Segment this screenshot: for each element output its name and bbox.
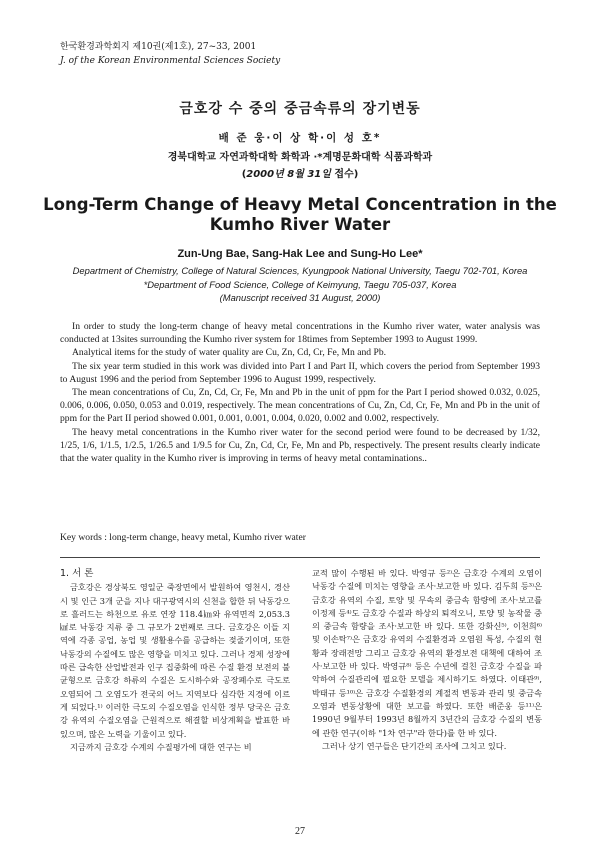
- abstract-paragraph: In order to study the long-term change of heavy metal concentrations in the Kumho river water, water analysis was conducted at 13sites surrounding the Kumho river system for 18times from September 1993 to August 1999.: [60, 321, 540, 346]
- body-paragraph: 금호강은 경상북도 영일군 죽장면에서 발원하여 영천시, 경산시 및 인근 3개 군을 지나 대구광역시의 신천을 합한 뒤 낙동강으로 흘러드는 하천으로 유로 연장 118.4㎞와 유역면적 2,053.3㎢로 낙동강 지류 중 그 규모가 2번째로 크다. 금호강은 이들 지역에 각종 공업, 농업 및 생활용수를 공급하는 젖줄기이며, 또한 낙동강의 수질에도 많은 영향을 미치고 있다. 그러나 경제 성장에 따른 급속한 산업발전과 인구 집중화에 따른 수질 환경 보전의 불균형으로 금호강 하류의 수질은 도시하수와 공장폐수로 극도로 오염되어 그 오염도가 전국의 어느 지역보다 심각한 지경에 이르게 되었다.¹⁾ 이러한 극도의 수질오염을 인식한 정부 당국은 금호강 유역의 수질오염을 근원적으로 해결할 비상계획을 발표한 바 있으며, 많은 노력을 기울이고 있다.: [60, 582, 290, 739]
- section-divider: [60, 557, 540, 558]
- manuscript-received: (Manuscript received 31 August, 2000): [219, 292, 381, 303]
- affiliation-line: Department of Chemistry, College of Natural Sciences, Kyungpook National University, Taegu 702-701, Korea: [72, 265, 528, 276]
- received-suffix: 접수): [330, 169, 359, 180]
- abstract-paragraph: The six year term studied in this work was divided into Part I and Part II, which covers the period from September 1993 to August 1996 and the period from September 1996 to August 1999, respectively.: [60, 360, 540, 385]
- received-date-korean: [0, 165, 600, 180]
- body-paragraph: 그러나 상기 연구들은 단기간의 조사에 그치고 있다.: [322, 740, 507, 751]
- abstract-paragraph: The heavy metal concentrations in the Kumho river water for the second period were found to be decreased by 1/32, 1/25, 1/6, 1/1.5, 1/2.5, 1/26.5 and 1/9.5 for Cu, Zn, Cd, Cr, Fe, Mn and Pb, respectively. The present results clearly indicate that the water quality in the Kumho river is improving in terms of heavy metal contaminations..: [60, 426, 540, 465]
- abstract: [60, 320, 540, 465]
- title-korean: 금호강 수 중의 중금속류의 장기변동: [179, 101, 421, 117]
- page-number: 27: [295, 826, 305, 837]
- journal-header: [60, 40, 280, 68]
- keywords: Key words : long-term change, heavy metal, Kumho river water: [60, 532, 306, 543]
- affiliation-english: [40, 264, 560, 305]
- body-column-left: [60, 567, 290, 754]
- title-english: Long-Term Change of Heavy Metal Concentration in the Kumho River Water: [43, 195, 557, 234]
- section-heading: 1. 서 론: [60, 568, 94, 579]
- affiliation-korean: 경북대학교 자연과학대학 화학과 ·*계명문화대학 식품과학과: [167, 152, 433, 163]
- abstract-paragraph: The mean concentrations of Cu, Zn, Cd, Cr, Fe, Mn and Pb in the unit of ppm for the Part I period showed 0.032, 0.025, 0.006, 0.006, 0.050, 0.053 and 0.019, respectively. The mean concentrations of Cu, Zn, Cd, Cr, Fe, Mn and Pb in the unit of ppm for the Part II period showed 0.001, 0.001, 0.001, 0.004, 0.020, 0.002 and 0.002, respectively.: [60, 387, 540, 425]
- body-paragraph: 지금까지 금호강 수계의 수질평가에 대한 연구는 비: [70, 741, 252, 752]
- authors-korean: 배 준 웅·이 상 학·이 성 호*: [218, 132, 382, 144]
- affiliation-line: *Department of Food Science, College of Keimyung, Taegu 705-037, Korea: [143, 278, 457, 290]
- received-date: 2000년 8월 31일: [246, 169, 331, 180]
- body-column-right: [312, 567, 542, 753]
- body-paragraph: 교적 많이 수행된 바 있다. 박영규 등²⁾은 금호강 수계의 오염이 낙동강 수질에 미치는 영향을 조사·보고한 바 있다. 김두희 등³⁾은 금호강 유역의 수질, 토양 및 무속의 중금속 함량에 조사·보고를 이정제 등⁴⁾도 금호강 수질과 하상의 퇴적오니, 토양 및 농작물 중의 중금속 함량을 조사·보고한 바 있다. 또한 강화신⁵⁾, 이천희⁶⁾ 및 이손탁⁷⁾은 금호강 유역의 수질환경과 오염원 특성, 수질의 현황과 장래전망 그리고 금호강 유역의 환경보전 대책에 대하여 조사·보고한 바 있다. 박영규⁸⁾ 등은 수년에 걸친 금호강 수질을 파악하여 수질관리에 필요한 모델을 제시하기도 하였다. 이태관⁹⁾, 박태규 등¹⁰⁾은 금호강 수질환경의 계절적 변동과 관리 및 중금속 오염과 변동상황에 대한 보고를 하였다. 또한 배준웅 등¹¹⁾은 1990년 9월부터 1993년 8월까지 3년간의 금호강 수질의 변동에 관한 연구(이하 "1차 연구"라 한다)를 한 바 있다.: [312, 568, 542, 738]
- abstract-paragraph: Analytical items for the study of water quality are Cu, Zn, Cd, Cr, Fe, Mn and Pb.: [72, 347, 387, 359]
- received-prefix: (: [241, 169, 247, 180]
- journal-citation-korean: 한국환경과학회지 제10권(제1호), 27~33, 2001: [60, 42, 257, 52]
- authors-english: Zun-Ung Bae, Sang-Hak Lee and Sung-Ho Lee*: [177, 248, 423, 260]
- journal-name-english: J. of the Korean Environmental Sciences Society: [60, 56, 281, 66]
